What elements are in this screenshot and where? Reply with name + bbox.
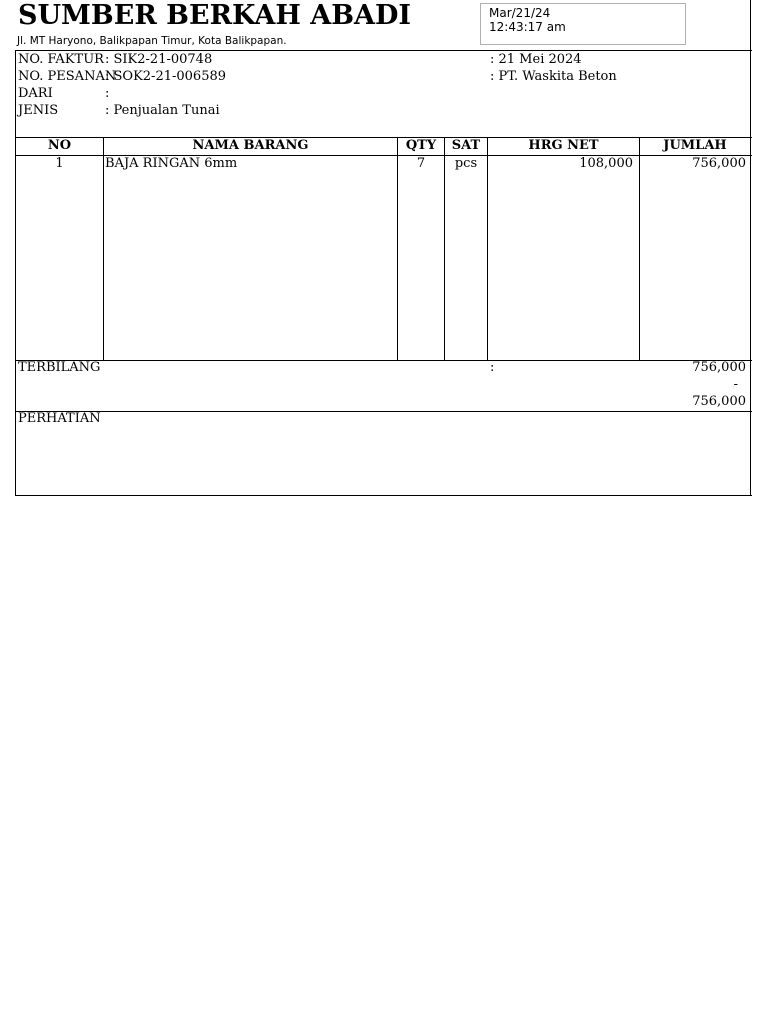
- jenis-label: JENIS: [18, 103, 59, 118]
- row-jumlah: 756,000: [692, 156, 746, 171]
- faktur-label: NO. FAKTUR: [18, 52, 104, 67]
- col-divider-no: [103, 137, 104, 361]
- header-sat: SAT: [451, 138, 481, 153]
- print-time: 12:43:17 am: [489, 20, 566, 34]
- row-qty: 7: [416, 156, 426, 171]
- header-qty: QTY: [405, 138, 437, 153]
- header-jumlah: JUMLAH: [663, 138, 727, 153]
- row-no: 1: [55, 156, 64, 171]
- header-no: NO: [47, 138, 72, 153]
- frame-right-top: [750, 0, 751, 51]
- dari-label: DARI: [18, 86, 53, 101]
- pesanan-label: NO. PESANAN: [18, 69, 117, 84]
- perhatian-divider: [15, 411, 752, 412]
- discount-value: -: [733, 377, 738, 392]
- print-timestamp-box: [480, 3, 686, 45]
- terbilang-colon: :: [490, 360, 495, 375]
- faktur-value: : SIK2-21-00748: [105, 52, 213, 67]
- header-nama-barang: NAMA BARANG: [192, 138, 309, 153]
- frame-right: [750, 50, 751, 496]
- subtotal-value: 756,000: [692, 360, 746, 375]
- frame-left: [15, 50, 16, 496]
- header-hrg-net: HRG NET: [528, 138, 599, 153]
- frame-bottom: [15, 495, 752, 496]
- row-sat: pcs: [454, 156, 478, 171]
- company-name: SUMBER BERKAH ABADI: [18, 0, 412, 31]
- dari-value: :: [105, 86, 110, 101]
- terbilang-label: TERBILANG: [18, 360, 101, 375]
- pesanan-value: : SOK2-21-006589: [105, 69, 227, 84]
- invoice-date: : 21 Mei 2024: [490, 52, 582, 67]
- jenis-value: : Penjualan Tunai: [105, 103, 220, 118]
- customer-name: : PT. Waskita Beton: [490, 69, 617, 84]
- row-nama-barang: BAJA RINGAN 6mm: [105, 156, 238, 171]
- total-value: 756,000: [692, 394, 746, 409]
- print-date: Mar/21/24: [489, 6, 551, 20]
- company-address: Jl. MT Haryono, Balikpapan Timur, Kota Balikpapan.: [17, 35, 287, 47]
- perhatian-label: PERHATIAN: [18, 411, 101, 426]
- row-hrg-net: 108,000: [579, 156, 633, 171]
